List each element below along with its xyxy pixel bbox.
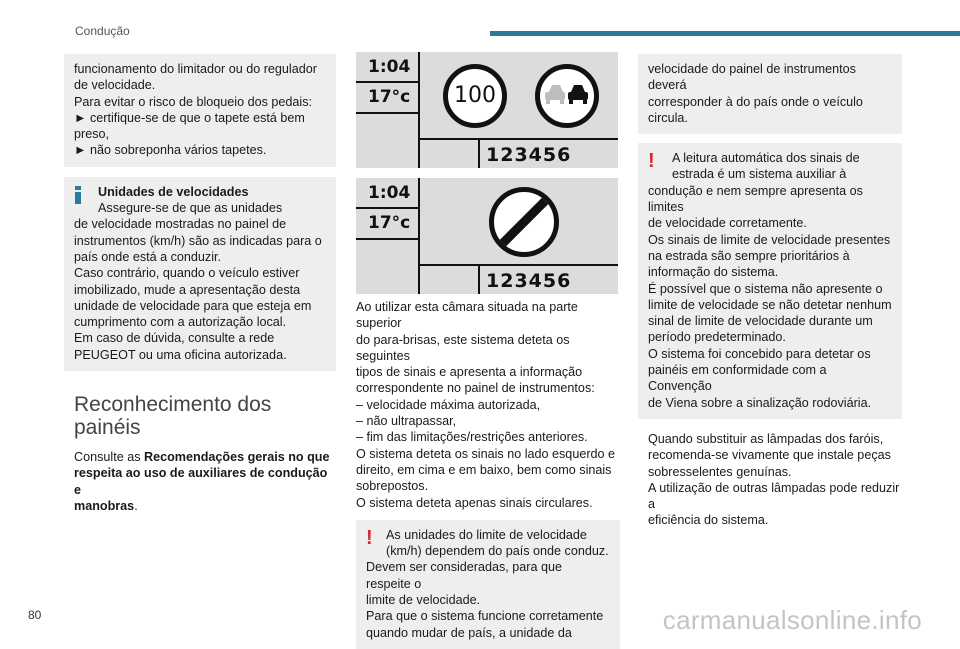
instrument-panel-speed-limit [356, 52, 618, 168]
section-title-line: painéis [74, 416, 141, 440]
pedal-note-box [64, 54, 336, 167]
text-line: eficiência do sistema. [648, 513, 769, 528]
text-line: circula. [648, 110, 688, 125]
text-line: de velocidade corretamente. [648, 216, 807, 231]
text-line: É possível que o sistema não apresente o [648, 281, 883, 296]
text-line: de Viena sobre a sinalização rodoviária. [648, 395, 872, 410]
odometer-display: 123456 [486, 270, 572, 292]
text-line: Ao utilizar esta câmara situada na parte superior [356, 300, 578, 331]
text-line: direito, em cima e em baixo, bem como sinais [356, 462, 612, 477]
consult-link-text: manobras [74, 498, 135, 513]
text-line: condução e nem sempre apresenta os limites [648, 183, 863, 215]
column-2 [356, 299, 620, 649]
text-line: Quando substituir as lâmpadas dos faróis, [648, 431, 884, 446]
text-line: sobrepostos. [356, 479, 429, 494]
text-line: tipos de sinais e apresenta a informação [356, 365, 583, 380]
text-line: Assegure-se de que as unidades [98, 201, 283, 216]
text-line: Para evitar o risco de bloqueio dos pedais: [74, 94, 313, 109]
consult-link-text: respeita ao uso de auxiliares de condução e [74, 466, 328, 497]
text-line: de velocidade. [74, 78, 156, 93]
text-line: corresponder à do país onde o veículo [648, 94, 863, 109]
text-line: do para-brisas, este sistema deteta os seguintes [356, 332, 570, 363]
cars-icon [540, 69, 594, 123]
consult-paragraph [64, 449, 336, 514]
text-line: Para que o sistema funcione corretamente [366, 609, 604, 624]
info-box-speed-units [64, 177, 336, 371]
text-line: na estrada são sempre prioritários à [648, 248, 850, 263]
page-number: 80 [28, 608, 42, 622]
watermark: carmanualsonline.info [662, 605, 922, 635]
clock-display: 1:04 [368, 57, 411, 77]
text-line: – não ultrapassar, [356, 414, 457, 429]
warning-icon: ! [648, 150, 655, 173]
continued-note-box [638, 54, 902, 134]
no-overtaking-sign [535, 64, 599, 128]
headlamp-paragraph [638, 431, 902, 529]
text-line: ► certifique-se de que o tapete está bem [74, 110, 305, 125]
running-header: Condução [75, 24, 130, 38]
text-line: painéis em conformidade com a Convenção [648, 363, 827, 394]
text-line: limite de velocidade. [366, 593, 481, 608]
header-accent-bar [490, 31, 960, 36]
odometer-display: 123456 [486, 144, 572, 166]
end-of-restrictions-sign [489, 187, 559, 257]
text-line: A utilização de outras lâmpadas pode reduzir a [648, 480, 900, 512]
text-line: PEUGEOT ou uma oficina autorizada. [74, 347, 287, 362]
instrument-panel-end-restrictions [356, 178, 618, 294]
speed-limit-value: 100 [454, 83, 496, 108]
text-line: preso, [74, 127, 110, 142]
text-line: – fim das limitações/restrições anteriores. [356, 430, 588, 445]
info-icon [74, 186, 82, 204]
text-line: Os sinais de limite de velocidade presentes [648, 232, 891, 247]
text-line: recomenda-se vivamente que instale peças [648, 448, 891, 463]
text-line: Em caso de dúvida, consulte a rede [74, 331, 275, 346]
clock-display: 1:04 [368, 183, 411, 203]
consult-suffix: . [134, 498, 138, 513]
text-line: Devem ser consideradas, para que respeite o [366, 560, 563, 591]
text-line: informação do sistema. [648, 265, 779, 280]
diagonal-bar-icon [494, 192, 554, 252]
temperature-display: 17°c [368, 87, 411, 107]
text-line: (km/h) dependem do país onde conduz. [386, 544, 609, 559]
text-line: funcionamento do limitador ou do regulador [74, 62, 317, 76]
warning-box-units [356, 520, 620, 649]
warning-icon: ! [366, 526, 373, 549]
section-heading [64, 393, 336, 439]
info-title: Unidades de velocidades [98, 184, 249, 199]
text-line: As unidades do limite de velocidade [386, 527, 587, 542]
text-line: quando mudar de país, a unidade da [366, 625, 572, 640]
column-1 [64, 54, 336, 514]
text-line: sobresselentes genuínas. [648, 464, 792, 479]
text-line: cumprimento com a autorização local. [74, 315, 287, 330]
consult-link-text: Recomendações gerais no que [144, 450, 330, 465]
text-line: correspondente no painel de instrumentos: [356, 381, 595, 396]
column-3 [638, 54, 902, 529]
speed-limit-sign [443, 64, 507, 128]
text-line: O sistema deteta apenas sinais circulares. [356, 495, 593, 510]
text-line: A leitura automática dos sinais de [672, 151, 860, 166]
section-title-line: Reconhecimento dos [74, 393, 272, 417]
text-line: país onde está a conduzir. [74, 249, 222, 264]
text-line: unidade de velocidade para que esteja em [74, 298, 312, 313]
text-line: O sistema foi concebido para detetar os [648, 346, 871, 361]
text-line: velocidade do painel de instrumentos deverá [648, 62, 856, 93]
text-line: período predeterminado. [648, 330, 786, 345]
warning-box-system [638, 143, 902, 419]
text-line: sinal de limite de velocidade durante um [648, 314, 873, 329]
text-line: Caso contrário, quando o veículo estiver [74, 266, 300, 281]
consult-prefix: Consulte as [74, 450, 145, 465]
text-line: estrada é um sistema auxiliar à [672, 167, 847, 182]
text-line: ► não sobreponha vários tapetes. [74, 143, 267, 158]
text-line: de velocidade mostradas no painel de [74, 217, 287, 232]
text-line: limite de velocidade se não detetar nenhum [648, 297, 892, 312]
text-line: – velocidade máxima autorizada, [356, 397, 541, 412]
text-line: O sistema deteta os sinais no lado esquerdo e [356, 446, 616, 461]
temperature-display: 17°c [368, 213, 411, 233]
text-line: instrumentos (km/h) são as indicadas para o [74, 233, 322, 248]
text-line: imobilizado, mude a apresentação desta [74, 282, 301, 297]
